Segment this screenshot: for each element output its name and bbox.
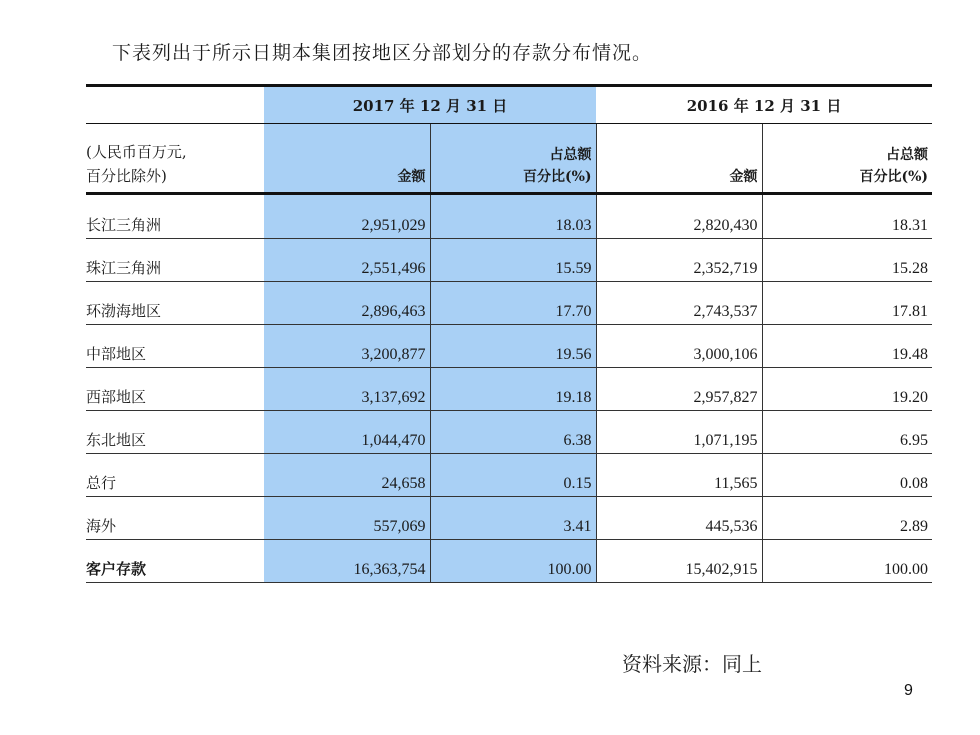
amount-2016-cell: 11,565	[596, 454, 762, 497]
pct-2017-cell: 0.15	[430, 454, 596, 497]
pct-2016-cell: 15.28	[762, 239, 932, 282]
pct-2016-header-line2: 百分比(%)	[859, 169, 929, 185]
source-note: 资料来源：同上	[622, 652, 762, 676]
pct-2016-cell: 2.89	[762, 497, 932, 540]
table-row	[86, 368, 932, 411]
amount-2017-cell: 3,137,692	[264, 368, 430, 411]
amount-2017-header-label: 金额	[397, 169, 426, 185]
unit-label	[86, 124, 264, 194]
amount-2017-cell: 2,896,463	[264, 282, 430, 325]
pct-2017-header-line2: 百分比(%)	[522, 169, 592, 185]
pct-2017-header-line1: 占总额	[549, 147, 592, 163]
pct-2016-cell: 6.95	[762, 411, 932, 454]
column-header-row	[86, 124, 932, 194]
pct-2017-cell: 19.56	[430, 325, 596, 368]
pct-2017-cell: 17.70	[430, 282, 596, 325]
pct-2016-cell: 18.31	[762, 194, 932, 239]
pct-2017-cell: 19.18	[430, 368, 596, 411]
region-cell: 珠江三角洲	[86, 239, 264, 282]
pct-2016-header	[762, 124, 932, 194]
pct-2017-cell: 15.59	[430, 239, 596, 282]
total-row	[86, 540, 932, 583]
pct-2017-cell: 6.38	[430, 411, 596, 454]
amount-2016-cell: 1,071,195	[596, 411, 762, 454]
total-amount-2016-cell: 15,402,915	[596, 540, 762, 583]
amount-2016-cell: 2,352,719	[596, 239, 762, 282]
total-label-cell: 客户存款	[86, 540, 264, 583]
table-row	[86, 411, 932, 454]
pct-2016-cell: 17.81	[762, 282, 932, 325]
amount-2016-cell: 2,957,827	[596, 368, 762, 411]
amount-2017-cell: 1,044,470	[264, 411, 430, 454]
amount-2016-header	[596, 124, 762, 194]
region-cell: 总行	[86, 454, 264, 497]
amount-2017-cell: 557,069	[264, 497, 430, 540]
total-pct-2016-cell: 100.00	[762, 540, 932, 583]
table-row	[86, 497, 932, 540]
period-2016-header: 2016 年 12 月 31 日	[596, 86, 932, 124]
total-amount-2017-cell: 16,363,754	[264, 540, 430, 583]
table-row	[86, 239, 932, 282]
amount-2017-cell: 2,551,496	[264, 239, 430, 282]
total-pct-2017-cell: 100.00	[430, 540, 596, 583]
pct-2016-cell: 0.08	[762, 454, 932, 497]
deposit-distribution-table	[86, 84, 932, 583]
table-row	[86, 325, 932, 368]
period-2017-header: 2017 年 12 月 31 日	[264, 86, 596, 124]
pct-2016-header-line1: 占总额	[886, 147, 929, 163]
table-row	[86, 454, 932, 497]
region-cell: 长江三角洲	[86, 194, 264, 239]
amount-2017-cell: 3,200,877	[264, 325, 430, 368]
header-blank-cell	[86, 86, 264, 124]
table-row	[86, 282, 932, 325]
amount-2016-cell: 2,820,430	[596, 194, 762, 239]
amount-2016-cell: 3,000,106	[596, 325, 762, 368]
pct-2016-cell: 19.48	[762, 325, 932, 368]
unit-label-line2: 百分比除外)	[86, 167, 167, 185]
table-row	[86, 194, 932, 239]
pct-2016-cell: 19.20	[762, 368, 932, 411]
amount-2016-header-label: 金额	[729, 169, 758, 185]
unit-label-line1: (人民币百万元,	[86, 143, 187, 161]
region-cell: 环渤海地区	[86, 282, 264, 325]
pct-2017-cell: 18.03	[430, 194, 596, 239]
amount-2017-header	[264, 124, 430, 194]
region-cell: 中部地区	[86, 325, 264, 368]
region-cell: 海外	[86, 497, 264, 540]
amount-2017-cell: 2,951,029	[264, 194, 430, 239]
intro-text: 下表列出于所示日期本集团按地区分部划分的存款分布情况。	[112, 42, 653, 64]
pct-2017-header	[430, 124, 596, 194]
period-header-row	[86, 86, 932, 124]
region-cell: 东北地区	[86, 411, 264, 454]
amount-2017-cell: 24,658	[264, 454, 430, 497]
amount-2016-cell: 445,536	[596, 497, 762, 540]
region-cell: 西部地区	[86, 368, 264, 411]
page-number: 9	[904, 682, 913, 699]
amount-2016-cell: 2,743,537	[596, 282, 762, 325]
pct-2017-cell: 3.41	[430, 497, 596, 540]
